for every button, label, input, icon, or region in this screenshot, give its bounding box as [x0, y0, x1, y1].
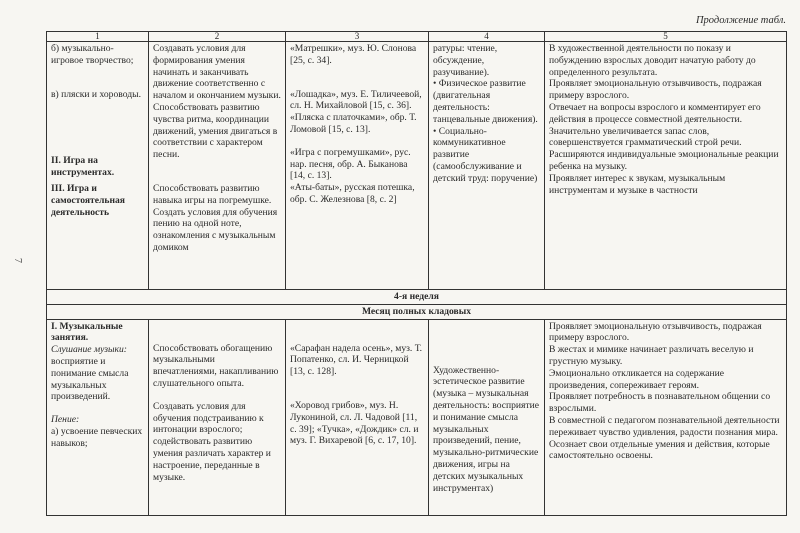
month-row	[47, 304, 787, 319]
side-page-mark: 7	[12, 258, 23, 263]
tasks-cell	[149, 42, 286, 290]
task-text: Способствовать обогащению музыкальными впечатлениями, накапливанию слушательного опыта.	[153, 342, 279, 389]
repertoire-cell	[286, 319, 429, 515]
column-number-row	[47, 32, 787, 42]
outcome-text: Проявляет эмоциональную отзывчивость, подражая примеру взрослого.	[549, 320, 762, 344]
col-num-4: 4	[429, 32, 545, 42]
repertoire-text: «Пляска с платочками», обр. Т. Ломовой [15, с. 13].	[290, 112, 417, 135]
repertoire-text: «Лошадка», муз. Е. Тиличеевой, сл. Н. Михайловой [15, с. 36].	[290, 88, 422, 112]
outcomes-cell	[545, 42, 787, 290]
activity-text: в) пляски и хороводы.	[51, 88, 141, 100]
activity-heading: III. Игра и самостоятельная деятельность	[51, 182, 125, 218]
activity-sublabel: Слушание музыки:	[51, 344, 127, 356]
outcome-text: Осознает свои отдельные умения и действия, которые самостоятельно освоены.	[549, 438, 770, 462]
area-text: ратуры: чтение, обсуждение, разучивание).	[433, 43, 498, 78]
task-text: Создать условия для обучения пению на одной ноте, ознакомления с музыкальным домиком	[153, 206, 278, 253]
repertoire-text: «Игра с погремушками», рус. нар. песня, обр. А. Быканова [14, с. 13].	[290, 146, 411, 182]
activity-heading: II. Игра на инструментах.	[51, 155, 115, 179]
activity-text: б) музыкально-игровое творчество;	[51, 43, 134, 66]
activity-sublabel: Пение:	[51, 414, 80, 426]
continuation-label: Продолжение табл.	[695, 15, 786, 26]
outcome-text: Проявляет эмоциональную отзывчивость, подражая примеру взрослого.	[549, 78, 762, 102]
program-table	[46, 31, 787, 516]
activity-text: восприятие и понимание смысла музыкальных произведений.	[51, 355, 129, 403]
task-text: Создавать условия для формирования умения начинать и заканчивать движение соответственно с началом и окончанием музыки.	[153, 43, 281, 102]
activity-heading: I. Музыкальные занятия.	[51, 320, 123, 344]
tasks-cell	[149, 319, 286, 515]
outcome-text: В совместной с педагогом познавательной деятельности переживает чувство удивления, радости познания мира.	[549, 414, 780, 438]
month-label: Месяц полных кладовых	[47, 304, 787, 319]
task-text: Способствовать развитию чувства ритма, координации движений, умения двигаться в соответствии с характером песни.	[153, 101, 278, 161]
repertoire-text: «Сарафан надела осень», муз. Т. Попатенко, сл. И. Черницкой [13, с. 128].	[290, 342, 423, 378]
area-text: • Физическое развитие (двигательная деятельность: танцевальные движения).	[433, 78, 538, 125]
outcome-text: Отвечает на вопросы взрослого и комментирует его действия в процессе совместной деятельности.	[549, 101, 761, 125]
col-num-1: 1	[47, 32, 149, 42]
activity-cell	[47, 319, 149, 515]
week-row	[47, 290, 787, 305]
activity-text: а) усвоение певческих навыков;	[51, 425, 143, 449]
repertoire-text: «Матрешки», муз. Ю. Слонова [25, с. 34].	[290, 43, 417, 66]
areas-cell	[429, 42, 545, 290]
week-label: 4-я неделя	[47, 290, 787, 305]
outcome-text: Расширяются индивидуальные эмоциональные реакции ребенка на музыку.	[549, 149, 779, 172]
task-text: Создавать условия для обучения подстраиванию к интонации взрослого; содействовать развитию умения различать характер и настроение, переданные в музыке.	[153, 400, 271, 483]
repertoire-text: «Хоровод грибов», муз. Н. Лукониной, сл. Л. Чадовой [11, с. 39]; «Тучка», «Дождик» сл. и муз. Г. Вихаревой [6, с. 17, 10].	[290, 399, 419, 447]
outcome-text: Значительно увеличивается запас слов, совершенствуется грамматический строй речи.	[549, 125, 742, 149]
col-num-3: 3	[286, 32, 429, 42]
table-row	[47, 319, 787, 515]
activity-cell	[47, 42, 149, 290]
task-text: Способствовать развитию навыка игры на погремушке.	[153, 182, 272, 206]
outcomes-cell	[545, 319, 787, 515]
repertoire-text: «Аты-баты», русская потешка, обр. С. Железнова [8, с. 2]	[290, 182, 415, 205]
areas-cell	[429, 319, 545, 515]
repertoire-cell	[286, 42, 429, 290]
outcome-text: Проявляет потребность в познавательном общении со взрослыми.	[549, 391, 771, 415]
col-num-5: 5	[545, 32, 787, 42]
outcome-text: В жестах и мимике начинает различать веселую и грустную музыку.	[549, 344, 754, 367]
outcome-text: Эмоционально откликается на содержание произведения, сопереживает героям.	[549, 367, 725, 391]
col-num-2: 2	[149, 32, 286, 42]
outcome-text: В художественной деятельности по показу и побуждению взрослых доводит начатую работу до определенного результата.	[549, 43, 756, 78]
area-text: • Социально-коммуникативное развитие (самообслуживание и детский труд: поручение)	[433, 125, 538, 184]
outcome-text: Проявляет интерес к звукам, музыкальным инструментам и музыке в частности	[549, 172, 726, 196]
area-text: Художественно-эстетическое развитие (музыка – музыкальная деятельность: восприятие и понимание смысла музыкальных произведений, пение, музыкально-ритмические движения, игры на детских музыкальных инструментах)	[433, 364, 540, 494]
table-row	[47, 42, 787, 290]
